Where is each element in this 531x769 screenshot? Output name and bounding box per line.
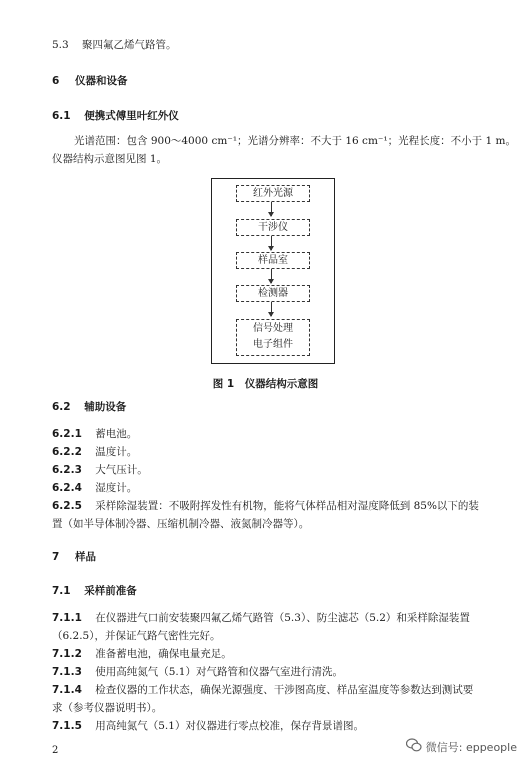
watermark-text: 微信号: eppeople [425,740,517,754]
item-text: 准备蓄电池，确保电量充足。 [95,648,232,660]
diagram-box-sample-cell: 样品室 [236,252,310,269]
section-title: 采样前准备 [84,585,137,597]
section-5-3 [52,38,177,52]
diagram-box-line: 电子组件 [253,339,293,350]
diagram-arrow [271,236,272,250]
section-number: 7.1 [52,585,71,597]
diagram-arrow [271,302,272,316]
instrument-structure-diagram [211,178,335,364]
item-text: 采样除湿装置：不吸附挥发性有机物，能将气体样品相对湿度降低到 85%以下的装 [95,500,479,512]
spec-paragraph-line2: 仪器结构示意图见图 1。 [52,153,168,165]
item-number: 6.2.3 [52,464,82,476]
section-title: 便携式傅里叶红外仪 [84,110,179,122]
list-item-6-2-1 [52,427,137,441]
item-text: 大气压计。 [95,464,148,476]
section-number: 6 [52,75,60,87]
section-7-heading [52,550,96,564]
page-number: 2 [52,745,59,756]
figure-caption: 图 1 仪器结构示意图 [212,378,319,390]
list-item-6-2-2 [52,445,137,459]
item-number: 7.1.2 [52,648,82,660]
section-6-2-heading [52,400,126,414]
item-number: 7.1.5 [52,720,82,732]
item-number: 6.2.1 [52,428,82,440]
list-item-7-1-4-continued: 求（参考仪器说明书）。 [52,702,163,714]
section-number: 6.1 [52,110,71,122]
item-text: 在仪器进气口前安装聚四氟乙烯气路管（5.3）、防尘滤芯（5.2）和采样除湿装置 [95,612,470,624]
item-number: 6.2.5 [52,500,82,512]
diagram-box-signal-processing [236,319,310,356]
section-title: 仪器和设备 [74,75,128,87]
section-title: 辅助设备 [84,401,127,413]
list-item-7-1-1-continued: （6.2.5），并保证气路气密性完好。 [52,630,221,642]
item-number: 7.1.3 [52,666,82,678]
diagram-box-line: 信号处理 [253,323,293,334]
section-7-1-heading [52,584,137,598]
list-item-7-1-3 [52,665,343,679]
item-text: 蓄电池。 [95,428,138,440]
diagram-box-detector: 检测器 [236,285,310,302]
list-item-7-1-5 [52,719,364,733]
item-number: 7.1.4 [52,684,82,696]
list-item-6-2-5-continued: 置（如半导体制冷器、压缩机制冷器、液氮制冷器等）。 [52,518,310,530]
section-6-1-heading [52,109,179,123]
section-number: 5.3 [52,39,69,51]
list-item-6-2-3 [52,463,148,477]
item-number: 6.2.2 [52,446,82,458]
section-title: 样品 [74,551,96,563]
item-text: 使用高纯氮气（5.1）对气路管和仪器气室进行清洗。 [95,666,343,678]
section-number: 7 [52,551,60,563]
diagram-arrow [271,269,272,283]
section-text: 聚四氟乙烯气路管。 [82,39,177,51]
wechat-icon [406,738,422,755]
section-6-heading [52,74,127,88]
item-text: 用高纯氮气（5.1）对仪器进行零点校准，保存背景谱图。 [95,720,364,732]
spec-paragraph-line1: 光谱范围：包含 900～4000 cm⁻¹；光谱分辨率：不大于 16 cm⁻¹；光程长度：不小于 1 m。 [74,135,516,147]
item-text: 湿度计。 [95,482,138,494]
list-item-7-1-4 [52,683,473,697]
diagram-arrow [271,202,272,216]
wechat-watermark [406,738,517,755]
list-item-7-1-2 [52,647,232,661]
item-text: 检查仪器的工作状态，确保光源强度、干涉图高度、样品室温度等参数达到测试要 [95,684,474,696]
list-item-7-1-1 [52,611,470,625]
diagram-box-interferometer: 干涉仪 [236,219,310,236]
item-text: 温度计。 [95,446,138,458]
list-item-6-2-4 [52,481,137,495]
list-item-6-2-5 [52,499,479,513]
diagram-box-ir-source: 红外光源 [236,185,310,202]
item-number: 6.2.4 [52,482,82,494]
section-number: 6.2 [52,401,71,413]
item-number: 7.1.1 [52,612,82,624]
